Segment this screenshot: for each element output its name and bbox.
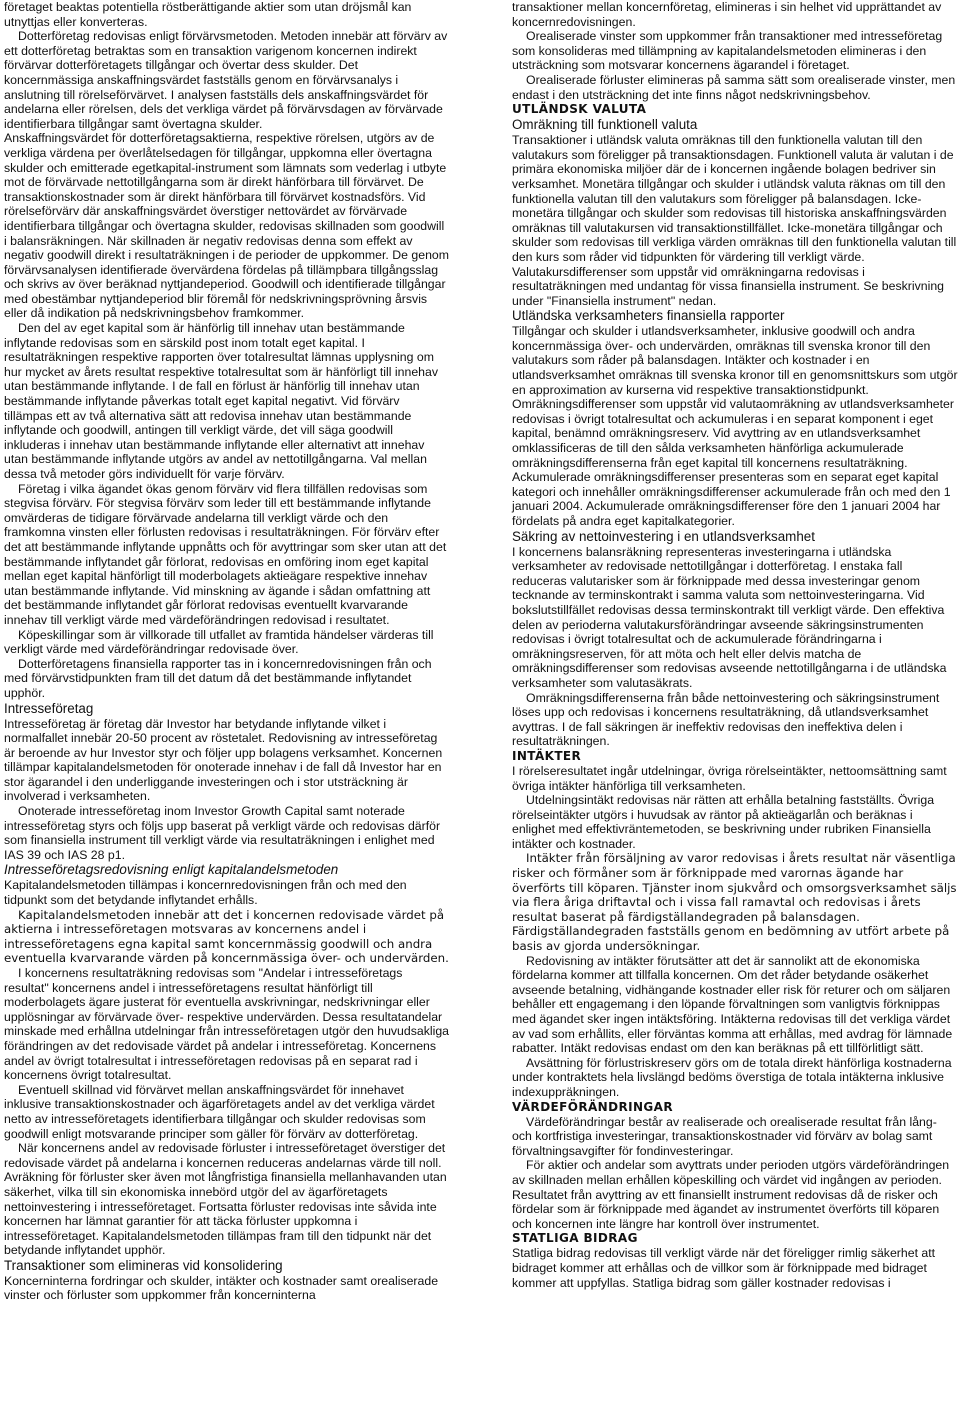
section-heading-intresseforetag: Intresseföretag [4, 700, 94, 716]
left-column [4, 0, 450, 1303]
paragraph: När koncernens andel av redovisade förluster i intresseföretaget överstiger det redovisade värdet på andelarna i koncernen reduceras andelarnas värde till noll. Avräkning för förluster sker även mot långfristiga finansiella mellanhavanden utan säkerhet, vilka till sin ekonomiska innebörd utgör del av ägarföretagets nettoinvestering i intresseföretaget. Fortsatta förluster redovisas inte såvida inte koncernen har lämnat garantier för att täcka förluster uppkomna i intresseföretaget. Kapitalandelsmetoden tillämpas fram till den tidpunkt när det betydande inflytandet upphör. [4, 1141, 447, 1258]
paragraph: Eventuell skillnad vid förvärvet mellan anskaffningsvärdet för innehavet inklusive transaktionskostnader och ägarföretagets andel av det verkliga värdet netto av intresseföretagets identifierbara tillgångar och skulder redovisas som goodwill enligt motsvarande principer som gäller för förvärv av dotterföretag. [4, 1082, 435, 1141]
paragraph: Transaktioner i utländsk valuta omräknas till den funktionella valutan till den valutakurs som föreligger på transaktionsdagen. Funktionell valuta är valutan i de primära ekonomiska miljöer där de i koncernen ingående bolagen bedriver sin verksamhet. Monetära tillgångar och skulder i utländsk valuta räknas om till den funktionella valutan till den valutakurs som föreligger på balansdagen. Icke-monetära tillgångar och skulder som redovisas till historiska anskaffningsvärden omräknas till valutakursen vid transaktionstillfället. Icke-monetära tillgångar och skulder som redovisas till verkliga värden omräknas till den funktionella valutan till den kurs som råder vid tidpunkten för värdering till verkligt värde. Valutakursdifferenser som uppstår vid omräkningarna redovisas i resultaträkningen med undantag för vissa finansiella instrument. Se beskrivning under "Finansiella instrument" nedan. [512, 133, 957, 308]
paragraph: företaget beaktas potentiella röstberättigande aktier som utan dröjsmål kan utnyttjas eller konverteras. [4, 0, 412, 29]
paragraph: Intresseföretag är företag där Investor har betydande inflytande vilket i normalfallet innebär 20-50 procent av röstetalet. Redovisning av intresseföretag är beroende av hur Investor styr och följer upp bolagens verksamhet. Koncernen tillämpar kapitalandelsmetoden för onoterade innehav i de fall då Investor har en stor ägarandel i den underliggande investeringen och i stor utsträckning är involverad i verksamheten. [4, 716, 443, 804]
paragraph: I koncernens resultaträkning redovisas som "Andelar i intresseföretags resultat" koncernens andel i intresseföretagens resultat hänförligt till moderbolagets ägare justerat för eventuella avskrivningar, nedskrivningar eller upplösningar av förvärvade över- respektive undervärden. Dessa resultatandelar minskade med erhållna utdelningar från intresseföretagen utgör den huvudsakliga förändringen av det redovisade värdet på andelar i intresseföretag. Koncernens andel av övrigt totalresultat i intresseföretagen redovisas på en separat rad i koncernens övrigt totalresultat. [4, 966, 450, 1083]
section-heading-vardeforandringar: VÄRDEFÖRÄNDRINGAR [512, 1099, 674, 1114]
section-heading-statliga-bidrag: STATLIGA BIDRAG [512, 1231, 638, 1246]
paragraph: Tillgångar och skulder i utlandsverksamheter, inklusive goodwill och andra koncernmässiga över- och undervärden, omräknas till svenska kronor till den valutakurs som råder på balansdagen. Intäkter och kostnader i en utlandsverksamhet omräknas till svenska kronor till en genomsnittskurs som utgör en approximation av kurserna vid respektive transaktionstidpunkt. Omräkningsdifferenser som uppstår vid valutaomräkning av utlandsverksamheter redovisas i övrigt totalresultat och ackumuleras i en separat komponent i eget kapital, benämnd omräkningsreserv. Vid avyttring av en utlandsverksamhet omklassificeras de till den sålda verksamheten hänförliga ackumulerade omräkningsdifferenserna från eget kapital till koncernens resultaträkning. Ackumulerade omräkningsdifferenser presenteras som en separat eget kapital kategori och innehåller omräkningsdifferenser ackumulerade från och med den 1 januari 2004. Ackumulerade omräkningsdifferenser före den 1 januari 2004 har fördelats på andra eget kapitalkategorier. [512, 324, 958, 528]
paragraph: Dotterföretag redovisas enligt förvärvsmetoden. Metoden innebär att förvärv av ett dotterföretag betraktas som en transaktion varigenom koncernen indirekt förvärvar dotterföretagets tillgångar och övertar dess skulder. Det koncernmässiga anskaffningsvärdet fastställs genom en förvärvsanalys i anslutning till rörelseförvärvet. I analysen fastställs dels anskaffningsvärdet för andelarna eller rörelsen, dels det verkliga värdet på förvärvsdagen av förvärvade identifierbara tillgångar samt övertagna skulder. [4, 29, 448, 131]
section-heading-elimineras: Transaktioner som elimineras vid konsolidering [4, 1257, 283, 1273]
paragraph: Intäkter från försäljning av varor redovisas i årets resultat när väsentliga risker och förmåner som är förknippade med varornas ägande har överförts till köparen. Tjänster inom sjukvård och omsorgsverksamhet säljs via flera åriga driftavtal och i vissa fall ramavtal och redovisas i årets resultat baserat på färdigställandegraden på balansdagen. Färdigställandegraden fastställs genom en bedömning av utfört arbete på basis av gjorda undersökningar. [512, 851, 957, 954]
paragraph: Onoterade intresseföretag inom Investor Growth Capital samt noterade intresseföretag styrs och följs upp baserat på verkligt värde och redovisas därför som finansiella instrument till verkligt värde via resultaträkningen i enlighet med IAS 39 och IAS 28 p1. [4, 804, 441, 862]
paragraph: Värdeförändringar består av realiserade och orealiserade resultat från lång- och kortfristiga investeringar, transaktionskostnader vid förvärv av bolag samt förvaltningsavgifter för fondinvesteringar. [512, 1114, 937, 1158]
paragraph: Orealiserade förluster elimineras på samma sätt som orealiserade vinster, men endast i den utsträckning det inte finns något nedskrivningsbehov. [512, 72, 956, 102]
paragraph: Statliga bidrag redovisas till verkligt värde när det föreligger rimlig säkerhet att bidraget kommer att erhållas och de villkor som är förknippade med bidraget kommer att uppfyllas. Statliga bidrag som gäller kostnader redovisas i [512, 1246, 936, 1290]
paragraph: I koncernens balansräkning representeras investeringarna i utländska verksamheter av redovisade nettotillgångar i dotterföretag. I enstaka fall reduceras valutarisker som är förknippade med dessa investeringar genom tecknande av terminskontrakt i samma valuta som nettoinvesteringarna. Vid bokslutstillfället redovisas dessa terminskontrakt till verkligt värde. Den effektiva delen av perioderna valutakursförändringar avseende säkringsinstrumenten redovisas i övrigt totalresultat och de ackumulerade förändringarna i omräkningsreserven, för att möta och helt eller delvis matcha de omräkningsdifferenser som redovisas avseende nettotillgångarna i de utländska verksamheter som valutasäkrats. [512, 544, 947, 690]
paragraph: Kapitalandelsmetoden innebär att det i koncernen redovisade värdet på aktierna i intresseföretagen motsvaras av koncernens andel i intresseföretagens egna kapital samt koncernmässig goodwill och andra eventuella kvarvarande värden på koncernmässiga över- och undervärden. [4, 907, 449, 966]
section-heading-utlandska-verksamheter: Utländska verksamheters finansiella rapporter [512, 308, 785, 324]
paragraph: transaktioner mellan koncernföretag, elimineras i sin helhet vid upprättandet av koncernredovisningen. [512, 0, 942, 29]
paragraph: Omräkningsdifferenserna från både nettoinvestering och säkringsinstrument löses upp och redovisas i koncernens resultaträkning, då utlandsverksamhet avyttras. I de fall säkringen är ineffektiv redovisas den ineffektiva delen i resultaträkningen. [512, 690, 940, 749]
paragraph: Köpeskillingar som är villkorade till utfallet av framtida händelser värderas till verkligt värde med värdeförändringar redovisade över. [4, 627, 434, 657]
paragraph: Anskaffningsvärdet för dotterföretagsaktierna, respektive rörelsen, utgörs av de verkliga värdena per överlåtelsedagen för tillgångar, uppkomna eller övertagna skulder och emitterade egetkapital-instrument som lämnats som vederlag i utbyte mot de förvärvade nettotillgångarna som är direkt hänförbara till förvärvet. De transaktionskostnader som är direkt hänförbara till förvärvet kostnadsförs. Vid rörelseförvärv där anskaffningsvärdet överstiger nettovärdet av förvärvade identifierbara tillgångar och övertagna skulder, redovisas skillnaden som goodwill i balansräkningen. När skillnaden är negativ redovisas denna som effekt av negativ goodwill direkt i resultaträkningen i de perioder de uppkommer. De genom förvärvsanalysen identifierade övervärdena fördelas på tillämpbara tillgångsslag och skrivs av över beräknad nyttjandeperiod. Goodwill och identifierade tillgångar med obestämbar nyttjandeperiod blir föremål för nedskrivningsprövning årsvis eller då indikation på nedskrivningsbehov framkommer. [4, 131, 449, 321]
paragraph: Den del av eget kapital som är hänförlig till innehav utan bestämmande inflytande redovisas som en särskild post inom totalt eget kapital. I resultaträkningen respektive rapporten över totalresultat lämnas upplysning om hur mycket av årets resultat respektive totalresultat som är hänförligt till innehav utan bestämmande inflytande. I de fall en förlust är hänförlig till innehav utan bestämmande inflytande påverkas totalt eget kapital negativt. Vid förvärv tillämpas ett av två alternativa sätt att redovisa innehav utan bestämmande inflytande och goodwill, antingen till verkligt värde, det vill säga goodwill inkluderas i innehav utan bestämmande inflytande eller alternativt att innehav utan bestämmande inflytande utgörs av andel av nettotillgångarna. Val mellan dessa två metoder görs individuellt för varje förvärv. [4, 321, 438, 481]
section-heading-kapitalandelsmetoden: Intresseföretagsredovisning enligt kapitalandelsmetoden [4, 862, 339, 878]
paragraph: Dotterföretagens finansiella rapporter tas in i koncernredovisningen från och med förvärvstidpunkten fram till det datum då det bestämmande inflytandet upphör. [4, 656, 432, 700]
paragraph: Kapitalandelsmetoden tillämpas i koncernredovisningen från och med den tidpunkt som det betydande inflytandet erhålls. [4, 878, 407, 908]
section-heading-sakring: Säkring av nettoinvestering i en utlandsverksamhet [512, 528, 815, 544]
section-heading-intakter: INTÄKTER [512, 748, 582, 763]
paragraph: För aktier och andelar som avyttrats under perioden utgörs värdeförändringen av skillnaden mellan erhållen köpeskilling och värdet vid ingången av perioden. Resultatet från avyttring av ett finansiellt instrument redovisas då de risker och fördelar som är förknippade med ägandet av instrumentet överförts till köparen och koncernen inte längre har kontroll över instrumentet. [512, 1158, 950, 1231]
paragraph: I rörelseresultatet ingår utdelningar, övriga rörelseintäkter, nettoomsättning samt övriga intäkter hänförliga till verksamheten. [512, 763, 947, 793]
paragraph: Orealiserade vinster som uppkommer från transaktioner med intresseföretag som konsolideras med tillämpning av kapitalandelsmetoden elimineras i den utsträckning som motsvarar koncernens ägarandel i företaget. [512, 29, 943, 73]
section-heading-utlandsk-valuta: UTLÄNDSK VALUTA [512, 102, 647, 117]
paragraph: Redovisning av intäkter förutsätter att det är sannolikt att de ekonomiska fördelarna kommer att tillfalla koncernen. Om det råder betydande osäkerhet avseende betalning, vidhängande kostnader eller risk för returer och om säljaren behåller ett engagemang i den löpande förvaltningen som vanligtvis förknippas med ägandet sker ingen intäktsföring. Intäkterna redovisas till det verkliga värdet av vad som erhållits, eller förväntas komma att erhållas, med avdrag för lämnade rabatter. Intäkt redovisas endast om den kan beräknas på ett tillförlitligt sätt. [512, 953, 953, 1056]
paragraph: Utdelningsintäkt redovisas när rätten att erhålla betalning fastställts. Övriga rörelseintäkter utgörs i huvudsak av räntor på aktieägarlån och beräknas i enlighet med effektivräntemetoden, se beskrivning under rubriken Finansiella intäkter och kostnader. [512, 793, 935, 851]
paragraph: Företag i vilka ägandet ökas genom förvärv vid flera tillfällen redovisas som stegvisa förvärv. För stegvisa förvärv som leder till ett bestämmande inflytande omvärderas de tidigare förvärvade andelarna till verkligt värde och den framkomna vinsten eller förlusten redovisas i resultaträkningen. För förvärv efter det att bestämmande inflytande uppnåtts och för avyttringar som sker utan att det bestämmande inflytandet går förlorat, redovisas en omföring inom eget kapital mellan eget kapital hänförligt till moderbolagets aktieägare respektive innehav utan bestämmande inflytande. Vid minskning av ägande i sådan omfattning att det bestämmande inflytandet går förlorat redovisas eventuellt kvarvarande innehav till verkligt värde med värdeförändringen redovisad i resultatet. [4, 481, 447, 627]
paragraph: Koncerninterna fordringar och skulder, intäkter och kostnader samt orealiserade vinster och förluster som uppkommer från koncerninterna [4, 1273, 439, 1303]
section-heading-omrakning: Omräkning till funktionell valuta [512, 117, 698, 133]
paragraph: Avsättning för förlustriskreserv görs om de totala direkt hänförliga kostnaderna under kontraktets hela livslängd bedöms överstiga de totala intäkterna inklusive indexuppräkningen. [512, 1055, 952, 1099]
right-column [512, 0, 958, 1290]
